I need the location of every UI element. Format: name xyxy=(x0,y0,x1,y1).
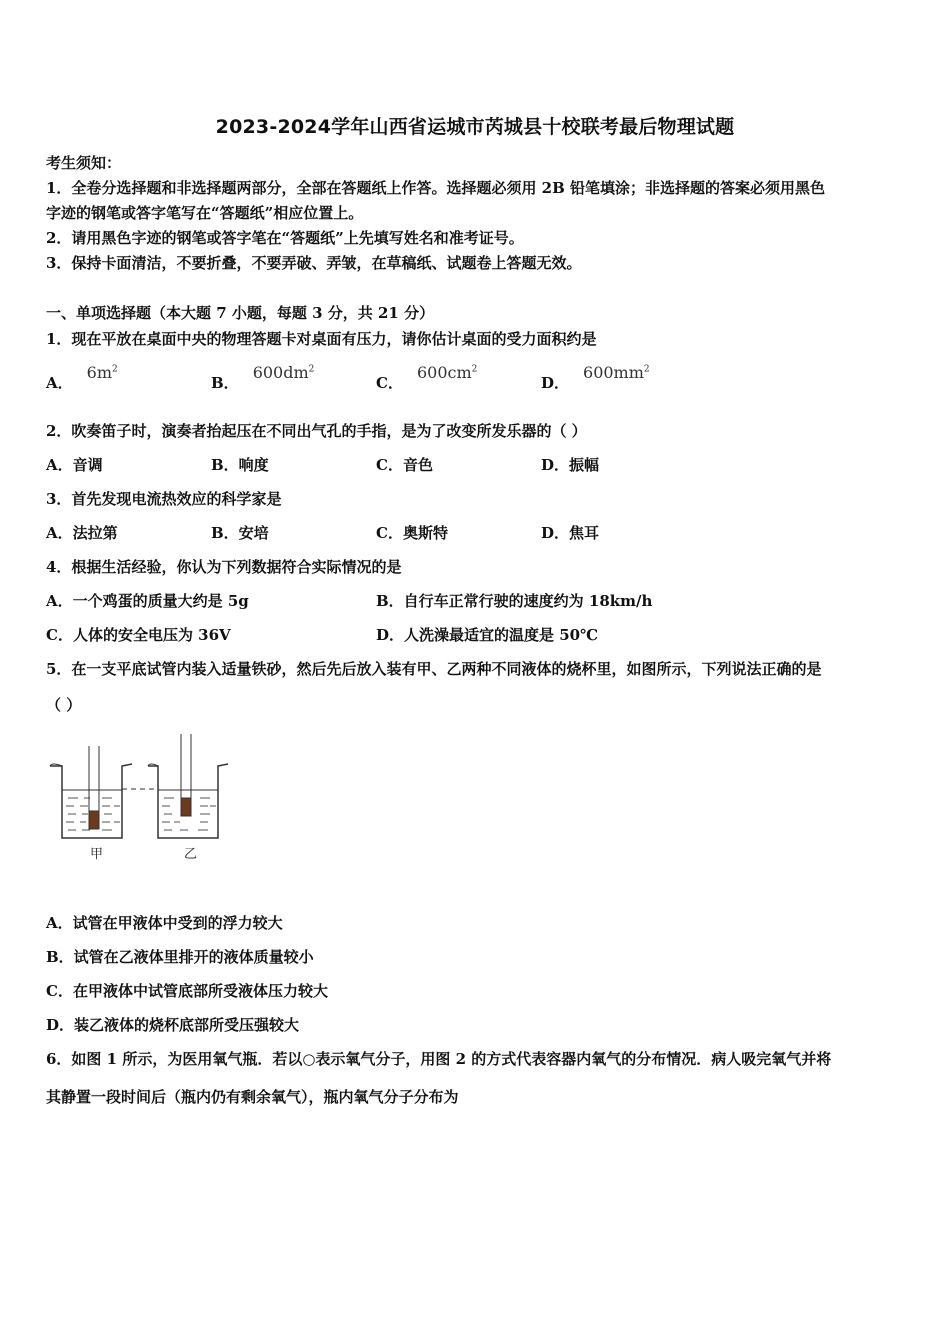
q1-option-d[interactable] xyxy=(541,363,650,393)
q2-option-b[interactable]: B．响度 xyxy=(211,456,269,474)
beaker-jia xyxy=(50,746,132,838)
q4-option-c[interactable]: C．人体的安全电压为 36V xyxy=(46,626,231,644)
q1-option-b[interactable] xyxy=(211,363,315,393)
option-value: $6m^2$ xyxy=(86,363,118,382)
q2-option-c[interactable]: C．音色 xyxy=(376,456,433,474)
q5-option-d[interactable]: D．装乙液体的烧杯底部所受压强较大 xyxy=(46,1016,300,1034)
question-6-text-cont: 其静置一段时间后（瓶内仍有剩余氧气），瓶内氧气分子分布为 xyxy=(46,1088,459,1106)
q2-option-a[interactable]: A．音调 xyxy=(46,456,103,474)
q3-option-a[interactable]: A．法拉第 xyxy=(46,524,118,542)
beaker-yi xyxy=(148,734,228,838)
q3-option-d[interactable]: D．焦耳 xyxy=(541,524,600,542)
q1-option-a[interactable] xyxy=(46,363,118,393)
question-2-text: 2．吹奏笛子时，演奏者抬起压在不同出气孔的手指，是为了改变所发乐器的（ ） xyxy=(46,422,587,440)
question-4-text: 4．根据生活经验，你认为下列数据符合实际情况的是 xyxy=(46,558,402,576)
q1-option-c[interactable] xyxy=(376,363,478,393)
option-label: B． xyxy=(211,374,239,392)
q3-option-c[interactable]: C．奥斯特 xyxy=(376,524,448,542)
option-label: C． xyxy=(376,374,403,392)
q4-option-b[interactable]: B．自行车正常行驶的速度约为 18km/h xyxy=(376,592,653,610)
figure-label-yi: 乙 xyxy=(184,847,198,862)
notice-item: 2．请用黑色字迹的钢笔或答字笔在“答题纸”上先填写姓名和准考证号。 xyxy=(46,229,524,247)
option-label: A． xyxy=(46,374,73,392)
question-3-text: 3．首先发现电流热效应的科学家是 xyxy=(46,490,282,508)
figure-label-jia: 甲 xyxy=(90,847,104,862)
q4-option-a[interactable]: A．一个鸡蛋的质量大约是 5g xyxy=(46,592,249,610)
q2-option-d[interactable]: D．振幅 xyxy=(541,456,600,474)
question-5-text: 5．在一支平底试管内装入适量铁砂，然后先后放入装有甲、乙两种不同液体的烧杯里，如图所示，下列说法正确的是 xyxy=(46,660,822,678)
question-6-text: 6．如图 1 所示，为医用氧气瓶．若以○表示氧气分子，用图 2 的方式代表容器内氧气的分布情况．病人吸完氧气并将 xyxy=(46,1050,832,1068)
notice-item: 3．保持卡面清洁，不要折叠，不要弄破、弄皱，在草稿纸、试题卷上答题无效。 xyxy=(46,254,582,272)
beaker-figure xyxy=(40,726,240,870)
question-1-text: 1．现在平放在桌面中央的物理答题卡对桌面有压力，请你估计桌面的受力面积约是 xyxy=(46,330,597,348)
section-heading: 一、单项选择题（本大题 7 小题，每题 3 分，共 21 分） xyxy=(46,304,435,322)
q3-option-b[interactable]: B．安培 xyxy=(211,524,269,542)
notice-heading: 考生须知： xyxy=(46,154,122,172)
option-value: $600mm^2$ xyxy=(583,363,650,382)
option-label: D． xyxy=(541,374,570,392)
q5-option-b[interactable]: B．试管在乙液体里排开的液体质量较小 xyxy=(46,948,314,966)
notice-item: 字迹的钢笔或答字笔写在“答题纸”相应位置上。 xyxy=(46,204,364,222)
beakers-diagram xyxy=(40,726,240,866)
option-value: $600dm^2$ xyxy=(252,363,315,382)
page-title: 2023-2024学年山西省运城市芮城县十校联考最后物理试题 xyxy=(215,116,735,138)
question-5-text-cont: （ ） xyxy=(46,696,82,714)
q5-option-a[interactable]: A．试管在甲液体中受到的浮力较大 xyxy=(46,914,283,932)
option-value: $600cm^2$ xyxy=(416,363,478,382)
q5-option-c[interactable]: C．在甲液体中试管底部所受液体压力较大 xyxy=(46,982,328,1000)
notice-item: 1．全卷分选择题和非选择题两部分，全部在答题纸上作答。选择题必须用 2B 铅笔填涂；非选择题的答案必须用黑色 xyxy=(46,179,826,197)
q4-option-d[interactable]: D．人洗澡最适宜的温度是 50℃ xyxy=(376,626,599,644)
